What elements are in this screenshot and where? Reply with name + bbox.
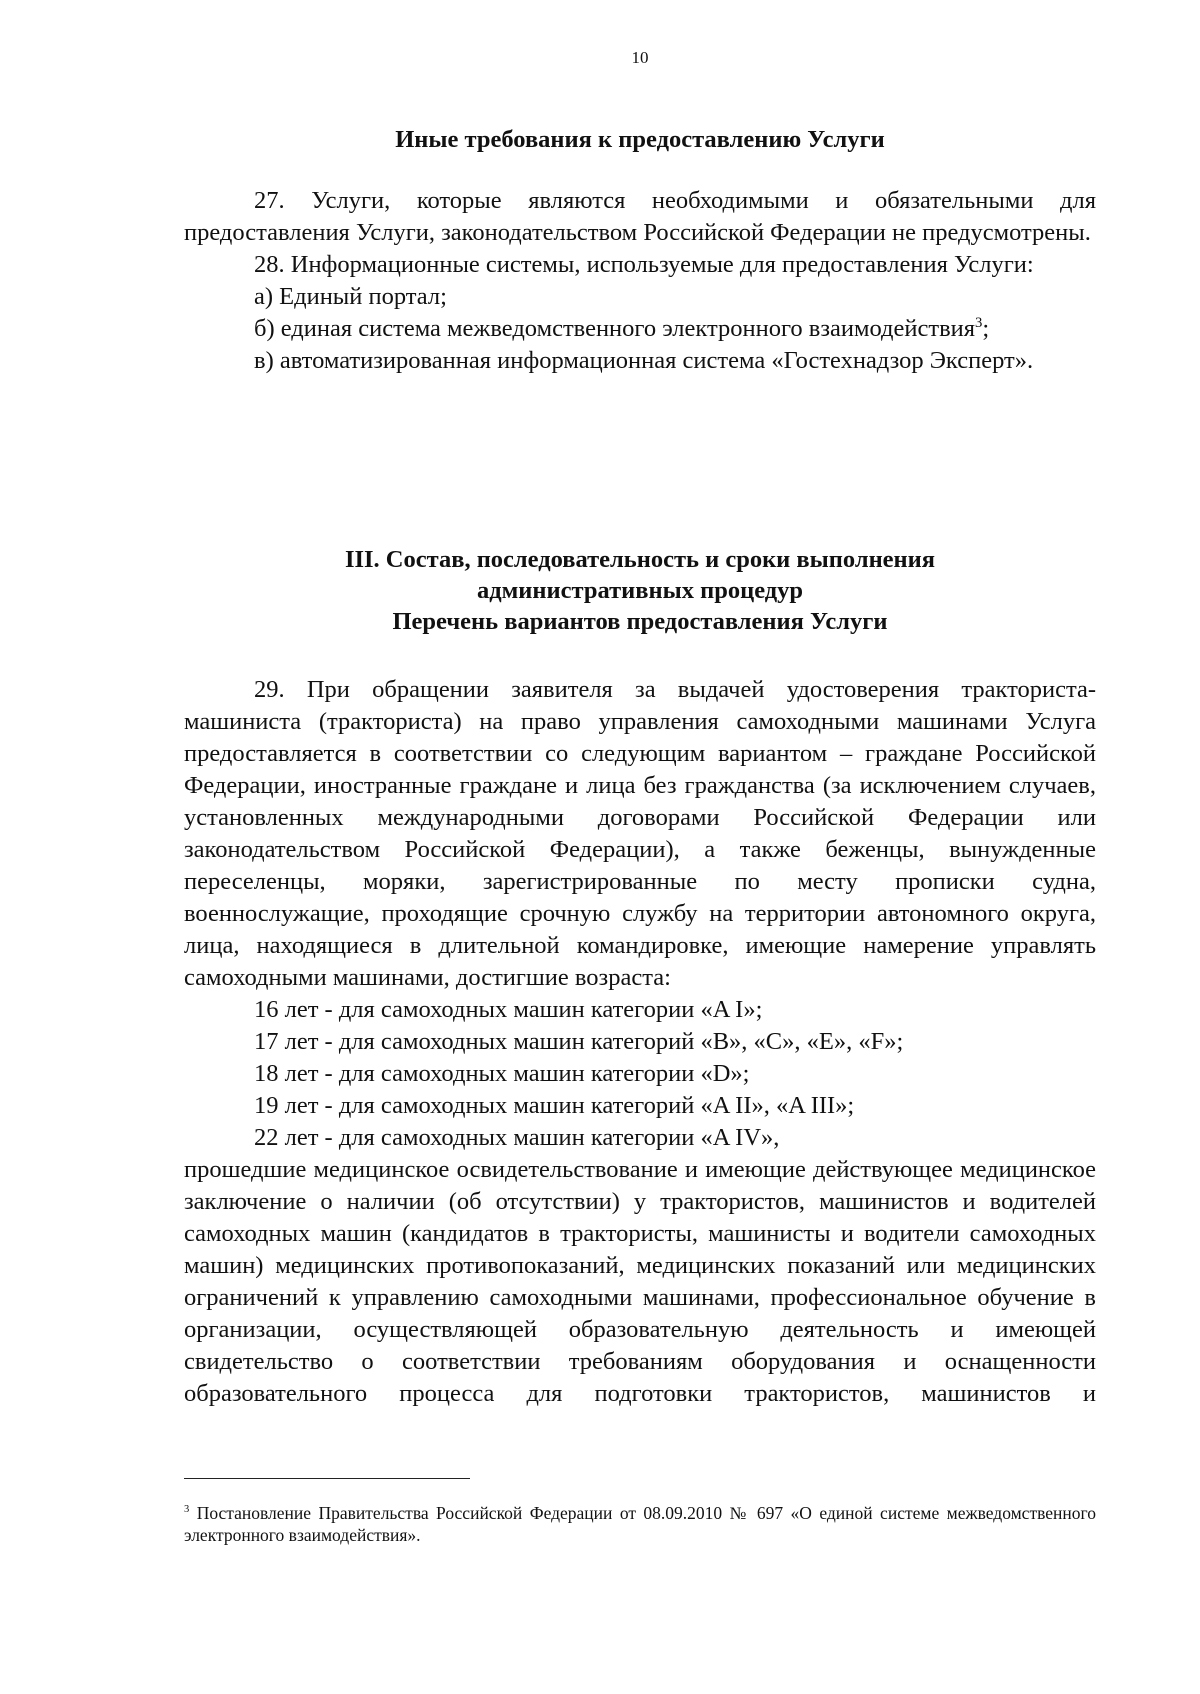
paragraph-29-block [184, 674, 1096, 1410]
chapter-heading-line-2: административных процедур [476, 577, 804, 604]
list-item-b-end: ; [982, 315, 990, 342]
paragraph-28: 28. Информационные системы, используемые для предоставления Услуги: [254, 251, 1034, 278]
list-item-b [184, 313, 1096, 345]
paragraph-29: 29. При обращении заявителя за выдачей удостоверения тракториста-машиниста (тракториста) на право управления самоходными машинами Услуга предоставляется в соответствии со следующим вариантом – граждане Российской Федерации, иностранные граждане и лица без гражданства (за исключением случаев, установленных международными договорами Российской Федерации или законодательством Российской Федерации), а также беженцы, вынужденные переселенцы, моряки, зарегистрированные по месту прописки судна, военнослужащие, проходящие срочную службу на территории автономного округа, лица, находящиеся в длительной командировке, имеющие намерение управлять самоходными машинами, достигшие возраста: [184, 676, 1096, 991]
paragraph-27: 27. Услуги, которые являются необходимыми и обязательными для предоставления Услуги, законодательством Российской Федерации не предусмотрены. [184, 187, 1096, 246]
age-item: 19 лет - для самоходных машин категорий «A II», «A III»; [254, 1092, 855, 1119]
chapter-heading-line-3: Перечень вариантов предоставления Услуги [392, 608, 888, 635]
age-item: 16 лет - для самоходных машин категории «A I»; [254, 996, 763, 1023]
footnote [184, 1502, 1096, 1546]
page-number: 10 [631, 48, 649, 67]
paragraphs-27-28 [184, 185, 1096, 377]
section-other-requirements [184, 124, 1096, 155]
footnote-marker: 3 [184, 1504, 190, 1516]
section-title: Иные требования к предоставлению Услуги [395, 126, 885, 153]
footnote-ref: 3 [975, 314, 983, 331]
age-item: 17 лет - для самоходных машин категорий «B», «C», «E», «F»; [254, 1028, 904, 1055]
age-item: 22 лет - для самоходных машин категории «A IV», [254, 1124, 780, 1151]
list-item-a: а) Единый портал; [254, 283, 447, 310]
paragraph-29-continuation: прошедшие медицинское освидетельствование и имеющие действующее медицинское заключение о наличии (об отсутствии) у трактористов, машинистов и водителей самоходных машин (кандидатов в трактористы, машинисты и водители самоходных машин) медицинских противопоказаний, медицинских показаний или медицинских ограничений к управлению самоходными машинами, профессиональное обучение в организации, осуществляющей образовательную деятельность и имеющей свидетельство о соответствии требованиям оборудования и оснащенности образовательного процесса для подготовки трактористов, машинистов и [184, 1156, 1096, 1407]
list-item-b-text: б) единая система межведомственного электронного взаимодействия [254, 315, 976, 342]
footnote-text: Постановление Правительства Российской Федерации от 08.09.2010 № 697 «О единой системе межведомственного электронного взаимодействия». [184, 1503, 1096, 1545]
list-item-v: в) автоматизированная информационная система «Гостехнадзор Эксперт». [254, 347, 1034, 374]
footnote-divider [184, 1478, 470, 1479]
chapter-heading [184, 544, 1096, 637]
age-item: 18 лет - для самоходных машин категории «D»; [254, 1060, 750, 1087]
chapter-heading-line-1: III. Состав, последовательность и сроки выполнения [344, 546, 936, 573]
